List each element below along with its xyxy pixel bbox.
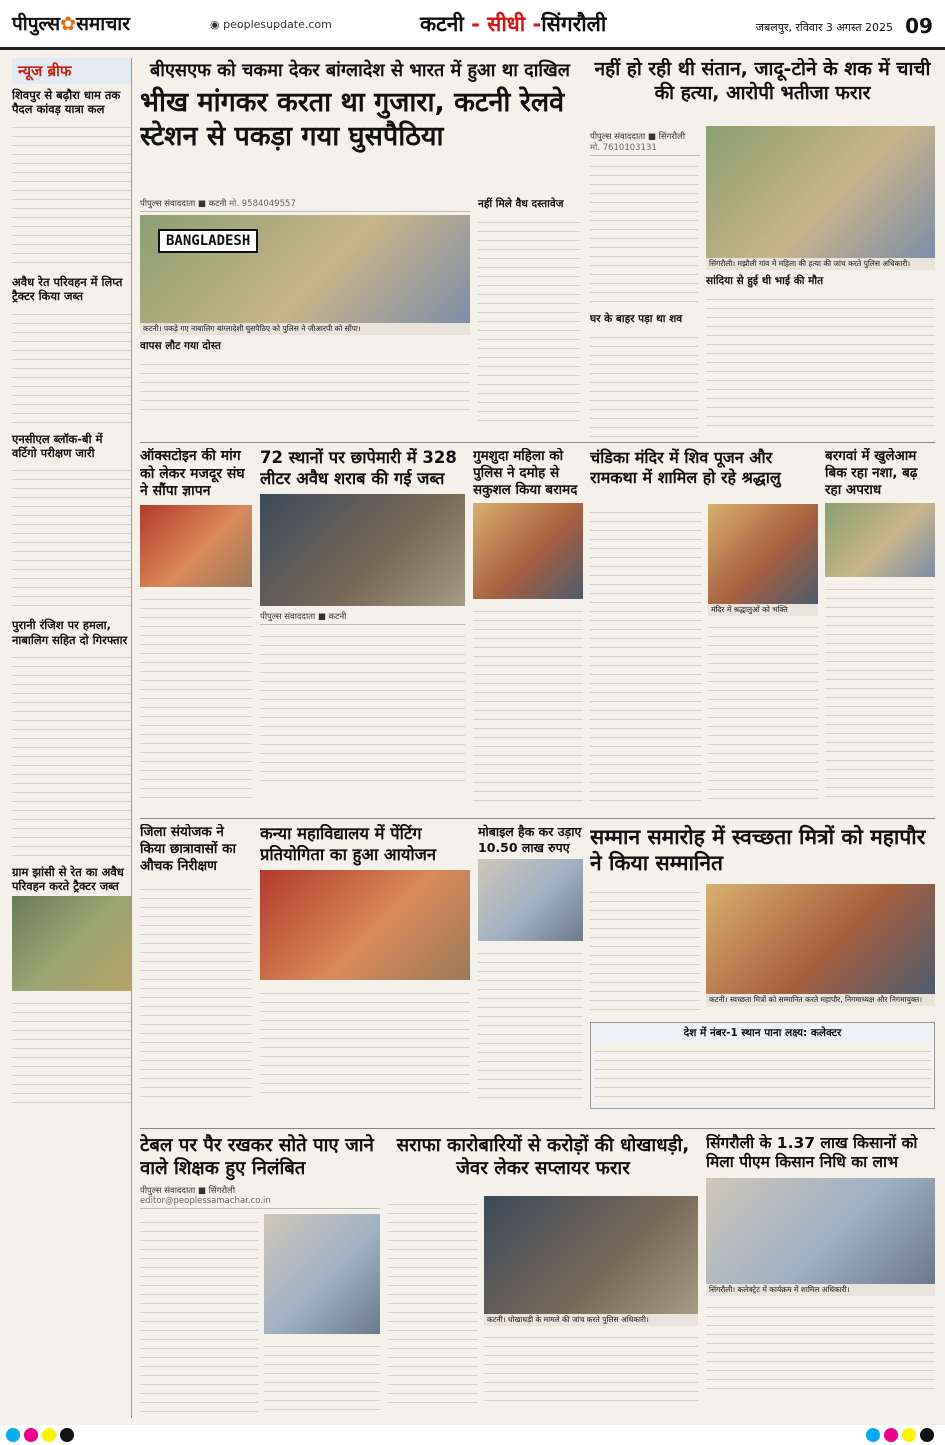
newspaper-logo bbox=[12, 10, 130, 36]
bsf-photo bbox=[140, 215, 470, 323]
yellow-registration-mark bbox=[902, 1428, 916, 1442]
story-headline: कन्या महाविद्यालय में पेंटिंग प्रतियोगिता का हुआ आयोजन bbox=[260, 824, 437, 864]
black-registration-mark bbox=[60, 1428, 74, 1442]
byline-name: पीपुल्स संवाददाता bbox=[260, 612, 316, 623]
story-body bbox=[388, 1196, 478, 1411]
byline-name: पीपुल्स संवाददाता bbox=[590, 132, 646, 142]
brief-headline: शिवपुर से बढ़ौरा धाम तक पैदल कांवड़ यात्रा कल bbox=[12, 88, 121, 117]
photo-caption: मंदिर में श्रद्धालुओं को भक्ति bbox=[708, 604, 818, 616]
mobile-hack-story bbox=[478, 824, 583, 1124]
story-body bbox=[140, 1214, 258, 1414]
college-story bbox=[260, 824, 470, 1124]
website-text: peoplesupdate.com bbox=[223, 18, 332, 31]
dateline: जबलपुर, रविवार 3 अगस्त 2025 bbox=[755, 21, 893, 34]
story-body bbox=[140, 591, 252, 806]
divider bbox=[140, 818, 935, 819]
separator: - bbox=[471, 12, 480, 36]
temple-photo bbox=[708, 504, 818, 604]
byline: पीपुल्स संवाददाता ■ सिंगरौली editor@peoplessamachar.co.in bbox=[140, 1183, 380, 1209]
story-headline: बरगवां में खुलेआम बिक रहा नशा, बढ़ रहा अपराध bbox=[825, 448, 918, 498]
story-body bbox=[484, 1329, 698, 1409]
box-body bbox=[594, 1043, 931, 1105]
bsf-story bbox=[140, 58, 580, 438]
seized-liquor-photo bbox=[260, 494, 465, 606]
byline: पीपुल्स संवाददाता ■ कटनी bbox=[260, 609, 465, 625]
story-body bbox=[708, 619, 818, 799]
photo-caption: कटनी। स्वच्छता मित्रों को सम्मानित करते महापौर, निगमाध्यक्ष और निगमायुक्त। bbox=[706, 994, 935, 1006]
divider bbox=[140, 1128, 935, 1129]
website-url bbox=[210, 18, 332, 31]
brief-body bbox=[12, 306, 131, 426]
station-sign: BANGLADESH bbox=[158, 229, 258, 253]
box-title: देश में नंबर-1 स्थान पाना लक्ष्य: कलेक्टर bbox=[683, 1027, 842, 1039]
masthead bbox=[0, 0, 945, 50]
byline-place: सिंगरौली bbox=[658, 132, 686, 142]
story-subhead: घर के बाहर पड़ा था शव bbox=[590, 313, 683, 325]
story-body bbox=[478, 945, 583, 1105]
page-number: 09 bbox=[905, 14, 933, 38]
protest-photo bbox=[140, 505, 252, 587]
byline-email: editor@peoplessamachar.co.in bbox=[140, 1196, 271, 1207]
shop-photo bbox=[825, 503, 935, 577]
page-section-title bbox=[420, 10, 606, 38]
logo-dot: ✿ bbox=[60, 13, 77, 35]
byline-name: पीपुल्स संवाददाता bbox=[140, 199, 196, 209]
story-body bbox=[590, 329, 698, 438]
story-body bbox=[473, 603, 583, 803]
crime-scene-photo bbox=[706, 126, 935, 258]
chandika-story bbox=[590, 448, 818, 813]
magenta-registration-mark bbox=[24, 1428, 38, 1442]
story-body bbox=[260, 628, 465, 788]
byline-place: कटनी bbox=[208, 199, 227, 209]
byline-place: सिंगरौली bbox=[208, 1186, 236, 1197]
chachi-story bbox=[590, 58, 935, 438]
brief-body bbox=[12, 649, 131, 859]
story-body bbox=[825, 581, 935, 801]
jewellery-shop-photo bbox=[484, 1196, 698, 1314]
brief-item bbox=[12, 275, 131, 426]
globe-icon: ◉ bbox=[210, 18, 220, 31]
story-body bbox=[590, 884, 700, 1014]
city-singrauli: सिंगरौली bbox=[541, 12, 607, 36]
story-body bbox=[264, 1338, 380, 1413]
story-headline: गुमशुदा महिला को पुलिस ने दमोह से सकुशल किया बरामद bbox=[473, 448, 578, 498]
tractor-photo bbox=[12, 896, 131, 991]
brief-body bbox=[12, 995, 131, 1105]
yellow-registration-mark bbox=[42, 1428, 56, 1442]
brief-item bbox=[12, 432, 131, 613]
story-subhead: सांदिया से हुई थी भाई की मौत bbox=[706, 274, 824, 287]
news-brief-tag: न्यूज ब्रीफ bbox=[12, 58, 131, 84]
byline: पीपुल्स संवाददाता ■ कटनी मो. 9584049557 bbox=[140, 196, 470, 212]
story-kicker: बीएसएफ को चकमा देकर बांग्लादेश से भारत में हुआ था दाखिल bbox=[150, 60, 570, 81]
photo-caption: कटनी। धोखाधड़ी के मामले की जांच करते पुलिस अधिकारी। bbox=[484, 1314, 698, 1326]
jeweller-story bbox=[388, 1134, 698, 1419]
separator: - bbox=[532, 12, 542, 36]
story-headline: नहीं हो रही थी संतान, जादू-टोने के शक में चाची की हत्या, आरोपी भतीजा फरार bbox=[594, 58, 931, 104]
story-headline: सराफा कारोबारियों से करोड़ों की धोखाधड़ी, जेवर लेकर सप्लायर फरार bbox=[396, 1135, 690, 1180]
story-headline: ऑक्सटोइन की मांग को लेकर मजदूर संघ ने सौंपा ज्ञापन bbox=[140, 448, 245, 499]
story-body bbox=[260, 985, 470, 1100]
black-registration-mark bbox=[920, 1428, 934, 1442]
city-sidhi: सीधी bbox=[487, 12, 526, 36]
side-subhead: नहीं मिले वैध दस्तावेज bbox=[478, 198, 564, 210]
story-body bbox=[706, 1299, 935, 1389]
story-body bbox=[140, 356, 470, 416]
brief-body bbox=[12, 462, 131, 612]
teacher-story bbox=[140, 1134, 380, 1419]
story-body bbox=[590, 504, 702, 804]
byline: पीपुल्स संवाददाता ■ सिंगरौली मो. 7610103131 bbox=[590, 129, 700, 156]
brief-item bbox=[12, 88, 131, 269]
byline-place: कटनी bbox=[328, 612, 347, 623]
story-headline: सम्मान समारोह में स्वच्छता मित्रों को महापौर ने किया सम्मानित bbox=[590, 825, 926, 876]
brief-item bbox=[12, 865, 131, 1105]
city-katni: कटनी bbox=[420, 12, 464, 36]
story-headline: चंडिका मंदिर में शिव पूजन और रामकथा में शामिल हो रहे श्रद्धालु bbox=[590, 448, 781, 487]
brief-headline: ग्राम झांसी से रेत का अवैध परिवहन करते ट्रैक्टर जब्त bbox=[12, 865, 124, 894]
kisan-story bbox=[706, 1134, 935, 1419]
painting-competition-photo bbox=[260, 870, 470, 980]
brief-headline: अवैध रेत परिवहन में लिप्त ट्रैक्टर किया जब्त bbox=[12, 274, 123, 304]
divider bbox=[140, 442, 935, 443]
cyan-registration-mark bbox=[866, 1428, 880, 1442]
byline-mobile: मो. 9584049557 bbox=[229, 199, 296, 209]
byline-name: पीपुल्स संवाददाता bbox=[140, 1186, 196, 1197]
logo-right-text: समाचार bbox=[76, 13, 130, 35]
story-body bbox=[478, 214, 580, 429]
story-headline: टेबल पर पैर रखकर सोते पाए जाने वाले शिक्षक हुए निलंबित bbox=[140, 1135, 374, 1180]
swachhata-story bbox=[590, 824, 935, 1124]
photo-caption: सिंगरौली। मझौली गांव में महिला की हत्या की जांच करते पुलिस अधिकारी। bbox=[706, 258, 935, 270]
oxytocin-story bbox=[140, 448, 252, 813]
print-footer bbox=[0, 1425, 945, 1445]
story-body bbox=[590, 158, 698, 308]
story-body bbox=[140, 881, 252, 1101]
ceremony-photo bbox=[706, 884, 935, 994]
collectorate-meeting-photo bbox=[706, 1178, 935, 1284]
brief-headline: एनसीएल ब्लॉक-बी में वर्टिगो परीक्षण जारी bbox=[12, 431, 103, 460]
brief-body bbox=[12, 119, 131, 269]
liquor-story bbox=[260, 448, 465, 813]
collector-box bbox=[590, 1022, 935, 1109]
byline-mobile: मो. 7610103131 bbox=[590, 143, 657, 153]
news-brief-column bbox=[12, 58, 132, 1418]
photo-caption: सिंगरौली। कलेक्ट्रेट में कार्यक्रम में शामिल अधिकारी। bbox=[706, 1284, 935, 1296]
brief-item bbox=[12, 618, 131, 859]
story-headline: भीख मांगकर करता था गुजारा, कटनी रेलवे स्टेशन से पकड़ा गया घुसपैठिया bbox=[140, 87, 565, 152]
sleeping-teacher-photo bbox=[264, 1214, 380, 1334]
missing-woman-story bbox=[473, 448, 583, 813]
police-photo bbox=[473, 503, 583, 599]
magenta-registration-mark bbox=[884, 1428, 898, 1442]
brief-headline: पुरानी रंजिश पर हमला, नाबालिग सहित दो गिरफ्तार bbox=[12, 618, 128, 647]
logo-left-text: पीपुल्स bbox=[12, 13, 61, 35]
drugs-story bbox=[825, 448, 935, 813]
story-body bbox=[706, 291, 935, 431]
photo-caption: कटनी। पकड़े गए नाबालिग बांग्लादेशी घुसपैठिए को पुलिस ने जीआरपी को सौंपा। bbox=[140, 323, 470, 335]
story-headline: सिंगरौली के 1.37 लाख किसानों को मिला पीएम किसान निधि का लाभ bbox=[706, 1134, 918, 1172]
story-headline: 72 स्थानों पर छापेमारी में 328 लीटर अवैध शराब की गई जब्त bbox=[260, 448, 457, 488]
cyan-registration-mark bbox=[6, 1428, 20, 1442]
officers-photo bbox=[478, 859, 583, 941]
inspection-story bbox=[140, 824, 252, 1124]
story-headline: जिला संयोजक ने किया छात्रावासों का औचक निरीक्षण bbox=[140, 824, 236, 874]
story-subhead: वापस लौट गया दोस्त bbox=[140, 339, 221, 352]
story-headline: मोबाइल हैक कर उड़ाए 10.50 लाख रुपए bbox=[478, 824, 582, 855]
